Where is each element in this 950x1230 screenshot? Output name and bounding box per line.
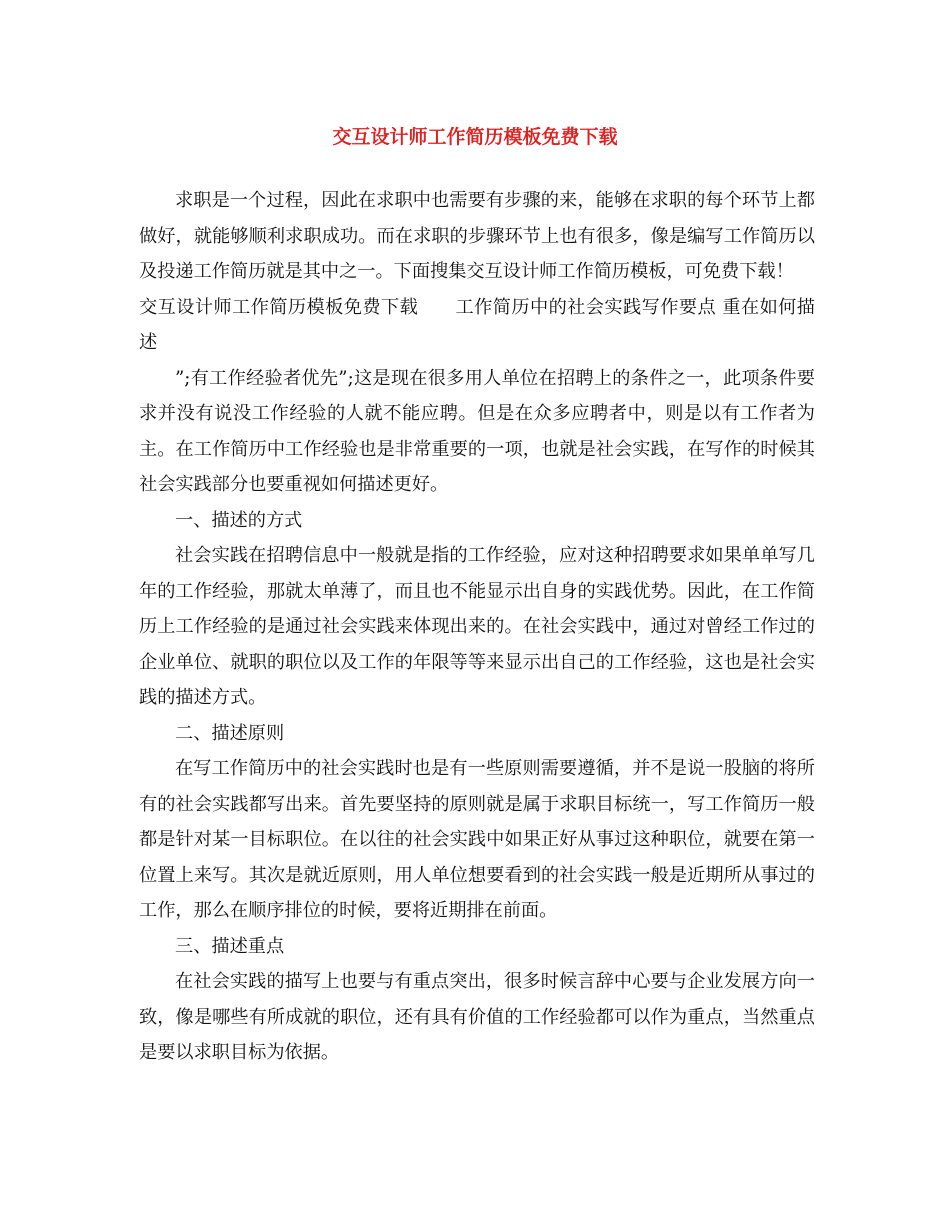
paragraph-principles: 在写工作简历中的社会实践时也是有一些原则需要遵循，并不是说一股脑的将所有的社会实践都写出来。首先要坚持的原则就是属于求职目标统一，写工作简历一般都是针对某一目标职位。在以往的社会实践中如果正好从事过这种职位，就要在第一位置上来写。其次是就近原则，用人单位想要看到的社会实践一般是近期所从事过的工作，那么在顺序排位的时候，要将近期排在前面。	[139, 758, 815, 921]
paragraph-work-experience: ”;有工作经验者优先”;这是现在很多用人单位在招聘上的条件之一，此项条件要求并没有说没工作经验的人就不能应聘。但是在众多应聘者中，则是以有工作者为主。在工作简历中工作经验也是非常重要的一项，也就是社会实践，在写作的时候其社会实践部分也要重视如何描述更好。	[139, 367, 815, 495]
paragraph-method: 社会实践在招聘信息中一般就是指的工作经验，应对这种招聘要求如果单单写几年的工作经验，那就太单薄了，而且也不能显示出自身的实践优势。因此，在工作简历上工作经验的是通过社会实践来体现出来的。在社会实践中，通过对曾经工作过的企业单位、就职的职位以及工作的年限等等来显示出自己的工作经验，这也是社会实践的描述方式。	[139, 545, 815, 708]
document-title: 交互设计师工作简历模板免费下载	[332, 126, 618, 148]
document-body	[139, 183, 815, 1071]
intro-paragraph: 求职是一个过程，因此在求职中也需要有步骤的来，能够在求职的每个环节上都做好，就能够顺利求职成功。而在求职的步骤环节上也有很多，像是编写工作简历以及投递工作简历就是其中之一。下面搜集交互设计师工作简历模板，可免费下载！	[139, 190, 815, 282]
section-heading-3: 三、描述重点	[175, 935, 285, 957]
section-heading-1: 一、描述的方式	[175, 509, 303, 531]
subtitle-line: 交互设计师工作简历模板免费下载 工作简历中的社会实践写作要点 重在如何描述	[139, 296, 815, 353]
paragraph-focus: 在社会实践的描写上也要与有重点突出，很多时候言辞中心要与企业发展方向一致，像是哪些有所成就的职位，还有具有价值的工作经验都可以作为重点，当然重点是要以求职目标为依据。	[139, 971, 815, 1063]
section-heading-2: 二、描述原则	[175, 722, 285, 744]
